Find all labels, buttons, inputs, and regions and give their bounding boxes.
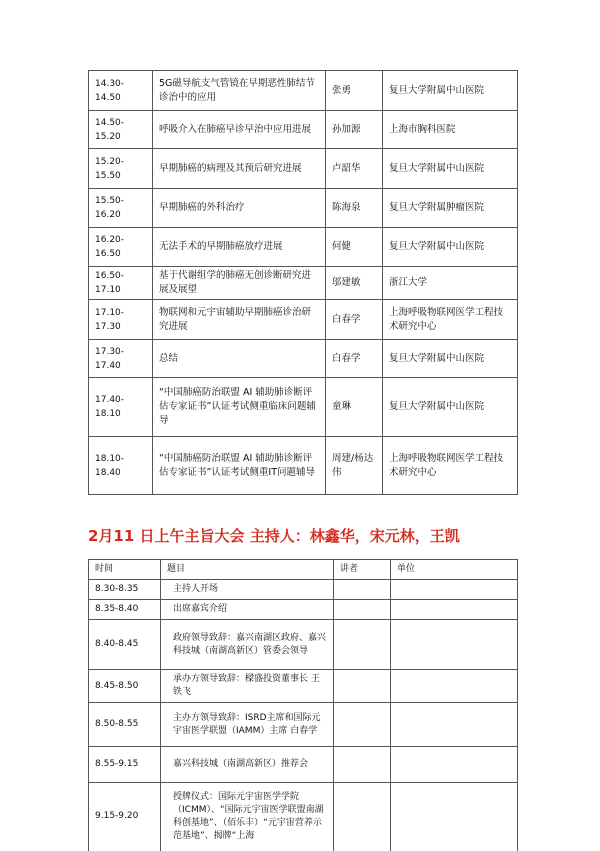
table-row — [89, 267, 518, 300]
topic-cell: 呼吸介入在肺癌早诊早治中应用进展 — [153, 111, 326, 149]
topic-cell: 嘉兴科技城（南湖高新区）推荐会 — [161, 747, 334, 783]
topic-cell: 政府领导致辞：嘉兴南湖区政府、嘉兴科技城（南湖高新区）管委会领导 — [161, 620, 334, 670]
speaker-cell — [334, 580, 391, 600]
speaker-cell: 孙加源 — [326, 111, 383, 149]
org-cell: 浙江大学 — [383, 267, 518, 300]
time-cell: 8.45-8.50 — [89, 670, 161, 703]
time-cell: 16.20-16.50 — [89, 228, 153, 267]
table-row — [89, 437, 518, 495]
topic-cell: 无法手术的早期肺癌放疗进展 — [153, 228, 326, 267]
org-cell — [391, 670, 518, 703]
topic-cell: 承办方领导致辞：樑盛投资董事长 王铁飞 — [161, 670, 334, 703]
time-cell: 17.40-18.10 — [89, 378, 153, 437]
speaker-cell: 白春学 — [326, 300, 383, 340]
table-row — [89, 620, 518, 670]
session-heading: 2月11 日上午主旨大会 主持人：林鑫华，宋元林，王凯 — [88, 527, 460, 545]
org-cell — [391, 747, 518, 783]
table-row — [89, 111, 518, 149]
org-cell: 复旦大学附属肿瘤医院 — [383, 189, 518, 228]
speaker-cell — [334, 600, 391, 620]
time-cell: 17.30-17.40 — [89, 340, 153, 378]
schedule-table-keynote — [88, 559, 518, 851]
speaker-cell: 卢韶华 — [326, 149, 383, 189]
time-cell: 14.30-14.50 — [89, 71, 153, 111]
table-row — [89, 670, 518, 703]
table-row — [89, 71, 518, 111]
speaker-cell: 何健 — [326, 228, 383, 267]
speaker-cell: 张勇 — [326, 71, 383, 111]
table-row — [89, 747, 518, 783]
org-cell: 复旦大学附属中山医院 — [383, 71, 518, 111]
schedule-table-afternoon — [88, 70, 518, 495]
topic-cell: 5G磁导航支气管镜在早期恶性肺结节诊治中的应用 — [153, 71, 326, 111]
org-cell — [391, 600, 518, 620]
org-cell: 上海呼吸物联网医学工程技术研究中心 — [383, 437, 518, 495]
org-cell — [391, 580, 518, 600]
header-speaker: 讲者 — [334, 560, 391, 580]
speaker-cell — [334, 783, 391, 851]
table-row — [89, 189, 518, 228]
org-cell: 上海市胸科医院 — [383, 111, 518, 149]
time-cell: 8.50-8.55 — [89, 703, 161, 747]
org-cell: 复旦大学附属中山医院 — [383, 228, 518, 267]
header-org: 单位 — [391, 560, 518, 580]
topic-cell: “中国肺癌防治联盟 AI 辅助肺诊断评估专家证书”认证考试侧重IT问题辅导 — [153, 437, 326, 495]
table-row — [89, 149, 518, 189]
topic-cell: 主办方领导致辞：ISRD主席和国际元宇宙医学联盟（IAMM）主席 白春学 — [161, 703, 334, 747]
topic-cell: 早期肺癌的病理及其预后研究进展 — [153, 149, 326, 189]
org-cell: 复旦大学附属中山医院 — [383, 378, 518, 437]
header-topic: 题目 — [161, 560, 334, 580]
topic-cell: 基于代谢组学的肺癌无创诊断研究进展及展望 — [153, 267, 326, 300]
table-row — [89, 703, 518, 747]
topic-cell: 物联网和元宇宙辅助早期肺癌诊治研究进展 — [153, 300, 326, 340]
time-cell: 9.15-9.20 — [89, 783, 161, 851]
time-cell: 17.10-17.30 — [89, 300, 153, 340]
table-row — [89, 340, 518, 378]
org-cell: 上海呼吸物联网医学工程技术研究中心 — [383, 300, 518, 340]
speaker-cell — [334, 620, 391, 670]
table-header-row — [89, 560, 518, 580]
time-cell: 18.10-18.40 — [89, 437, 153, 495]
table-row — [89, 580, 518, 600]
time-cell: 8.30-8.35 — [89, 580, 161, 600]
org-cell — [391, 620, 518, 670]
speaker-cell — [334, 670, 391, 703]
table-row — [89, 300, 518, 340]
time-cell: 8.55-9.15 — [89, 747, 161, 783]
time-cell: 15.20-15.50 — [89, 149, 153, 189]
org-cell: 复旦大学附属中山医院 — [383, 340, 518, 378]
table-row — [89, 378, 518, 437]
time-cell: 16.50-17.10 — [89, 267, 153, 300]
topic-cell: “中国肺癌防治联盟 AI 辅助肺诊断评估专家证书”认证考试侧重临床问题辅导 — [153, 378, 326, 437]
topic-cell: 主持人开场 — [161, 580, 334, 600]
speaker-cell: 童琳 — [326, 378, 383, 437]
time-cell: 14.50-15.20 — [89, 111, 153, 149]
speaker-cell — [334, 747, 391, 783]
topic-cell: 总结 — [153, 340, 326, 378]
topic-cell: 早期肺癌的外科治疗 — [153, 189, 326, 228]
time-cell: 8.40-8.45 — [89, 620, 161, 670]
table-row — [89, 783, 518, 851]
time-cell: 8.35-8.40 — [89, 600, 161, 620]
speaker-cell: 邬建敏 — [326, 267, 383, 300]
org-cell — [391, 783, 518, 851]
speaker-cell: 周建/杨达伟 — [326, 437, 383, 495]
topic-cell: 授牌仪式：国际元宇宙医学学院（ICMM）、“国际元宇宙医学联盟南湖科创基地”、（佰乐丰）“元宇宙营养示范基地”、揭牌“上海 — [161, 783, 334, 851]
table-row — [89, 600, 518, 620]
org-cell — [391, 703, 518, 747]
speaker-cell: 陈海泉 — [326, 189, 383, 228]
topic-cell: 出席嘉宾介绍 — [161, 600, 334, 620]
time-cell: 15.50-16.20 — [89, 189, 153, 228]
speaker-cell: 白春学 — [326, 340, 383, 378]
speaker-cell — [334, 703, 391, 747]
header-time: 时间 — [89, 560, 161, 580]
table-row — [89, 228, 518, 267]
org-cell: 复旦大学附属中山医院 — [383, 149, 518, 189]
